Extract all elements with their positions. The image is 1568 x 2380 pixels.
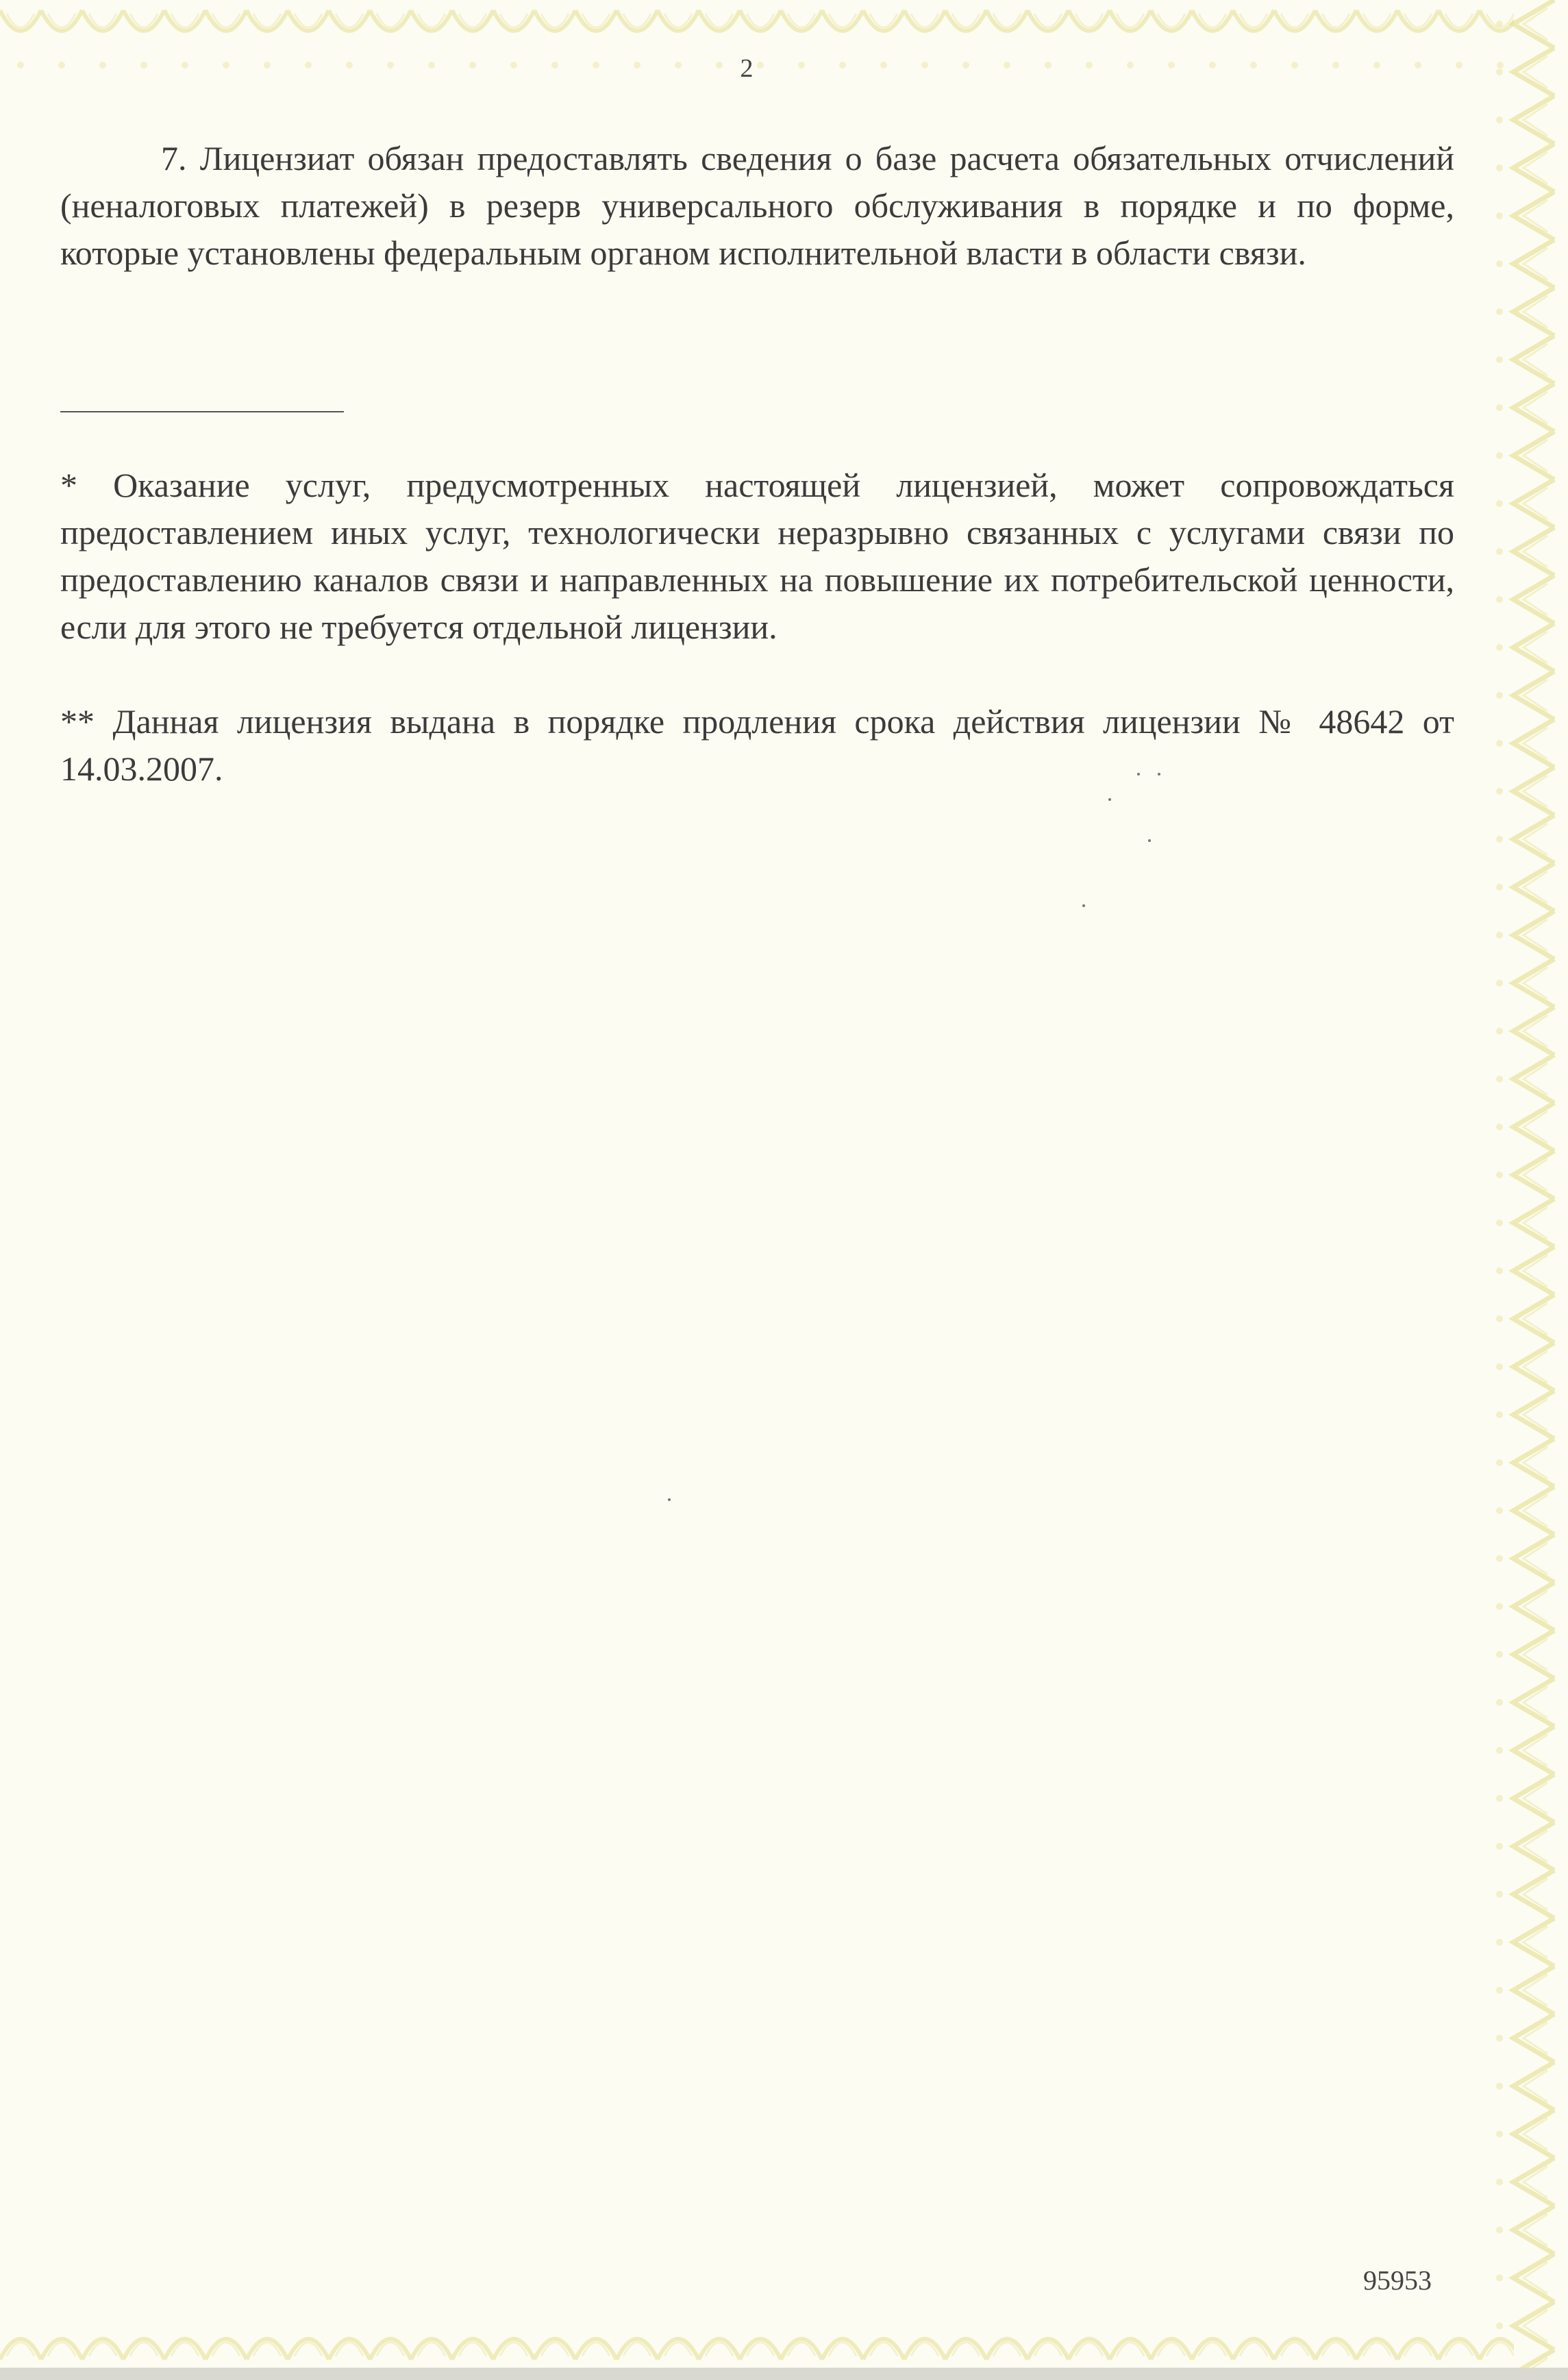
paragraph-7: 7. Лицензиат обязан предоставлять сведения о базе расчета обязательных отчислений (неналоговых платежей) в резерв универсального обслуживания в порядке и по форме, которые установлены федеральным органом исполнительной власти в области связи. xyxy=(60,139,1454,272)
footnote-separator xyxy=(60,411,344,412)
scan-speck xyxy=(1137,773,1140,776)
footnote-1: * Оказание услуг, предусмотренных настоящей лицензией, может сопровождаться предоставлением иных услуг, технологически неразрывно связанных с услугами связи по предоставлению каналов связи и направленных на повышение их потребительской ценности, если для этого не требуется отдельной лицензии. xyxy=(60,466,1454,646)
scan-edge xyxy=(0,2368,1568,2380)
scan-speck xyxy=(1158,773,1160,776)
decorative-right-border xyxy=(1486,0,1568,2380)
page-number: 2 xyxy=(740,54,754,83)
scan-speck xyxy=(1108,798,1111,801)
scan-speck xyxy=(668,1498,671,1501)
footnote-2: ** Данная лицензия выдана в порядке продления срока действия лицензии № 48642 от 14.03.2007. xyxy=(60,702,1454,788)
decorative-bottom-border xyxy=(0,2305,1514,2366)
scan-speck xyxy=(1148,839,1151,842)
form-serial-number: 95953 xyxy=(1363,2265,1432,2296)
scan-speck xyxy=(1082,904,1085,907)
